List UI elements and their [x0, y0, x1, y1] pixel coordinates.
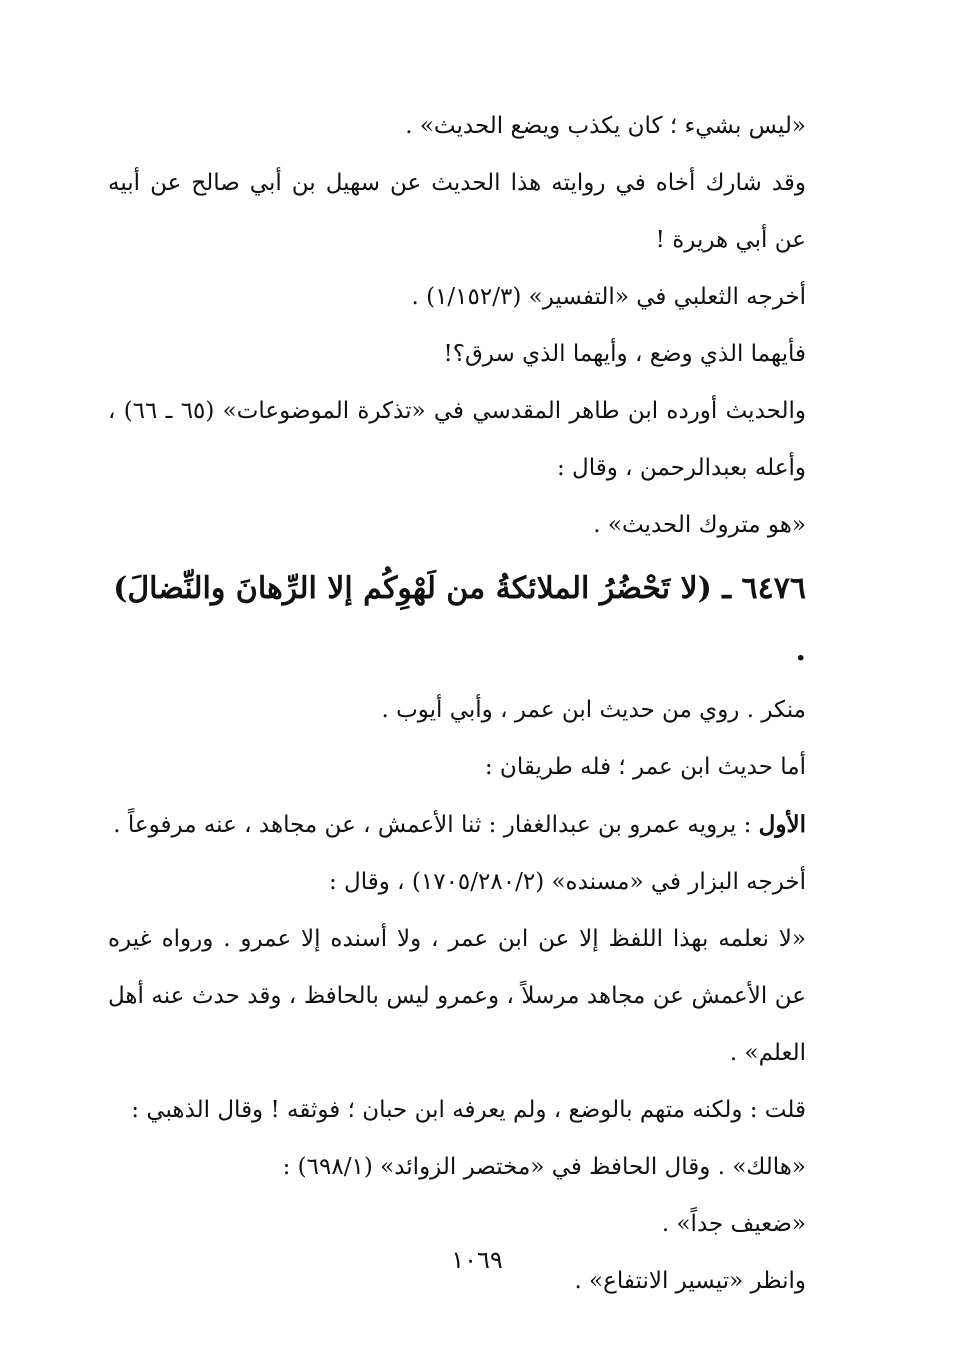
paragraph-10 [108, 796, 854, 854]
paragraph-9: أما حديث ابن عمر ؛ فله طريقان : [484, 754, 806, 780]
paragraph-13: قلت : ولكنه متهم بالوضع ، ولم يعرفه ابن حبان ؛ فوثقه ! وقال الذهبي : [131, 1097, 806, 1123]
paragraph-11: أخرجه البزار في «مسنده» (١٧٠٥/٢٨٠/٢) ، وقال : [328, 869, 806, 895]
page-body [108, 98, 854, 1310]
paragraph-1: «ليس بشيء ؛ كان يكذب ويضع الحديث» . [405, 113, 806, 139]
paragraph-5: والحديث أورده ابن طاهر المقدسي في «تذكرة الموضوعات» (٦٥ ـ ٦٦) ، وأعله بعبدالرحمن ، وقال : [108, 398, 806, 481]
paragraph-8: منكر . روي من حديث ابن عمر ، وأبي أيوب . [381, 697, 806, 723]
paragraph-2: وقد شارك أخاه في روايته هذا الحديث عن سهيل بن أبي صالح عن أبيه عن أبي هريرة ! [108, 170, 806, 253]
paragraph-14: «هالك» . وقال الحافظ في «مختصر الزوائد» (٦٩٨/١) : [282, 1154, 806, 1180]
hadith-heading [108, 558, 854, 682]
paragraph-16: وانظر «تيسير الانتفاع» . [574, 1268, 806, 1294]
paragraph-12: «لا نعلمه بهذا اللفظ إلا عن ابن عمر ، ولا أسنده إلا عمرو . ورواه غيره عن الأعمش عن مجاهد مرسلاً ، وعمرو ليس بالحافظ ، وقد حدث عنه أهل العلم» . [108, 926, 806, 1066]
paragraph-4: فأيهما الذي وضع ، وأيهما الذي سرق؟! [443, 341, 806, 367]
paragraph-6: «هو متروك الحديث» . [593, 512, 806, 538]
paragraph-15: «ضعيف جداً» . [661, 1211, 806, 1237]
hadith-number: ٦٤٧٦ [741, 571, 806, 606]
paragraph-3: أخرجه الثعلبي في «التفسير» (١/١٥٢/٣) . [411, 284, 806, 310]
page-number: ١٠٦٩ [451, 1246, 503, 1274]
paragraph-10-label: الأول [758, 811, 806, 838]
paragraph-10-text: : يرويه عمرو بن عبدالغفار : ثنا الأعمش ، عن مجاهد ، عنه مرفوعاً . [113, 812, 759, 838]
hadith-text: ـ (لا تَحْضُرُ الملائكةُ من لَهْوِكُم إلا الرِّهانَ والنِّضالَ) . [113, 571, 806, 668]
